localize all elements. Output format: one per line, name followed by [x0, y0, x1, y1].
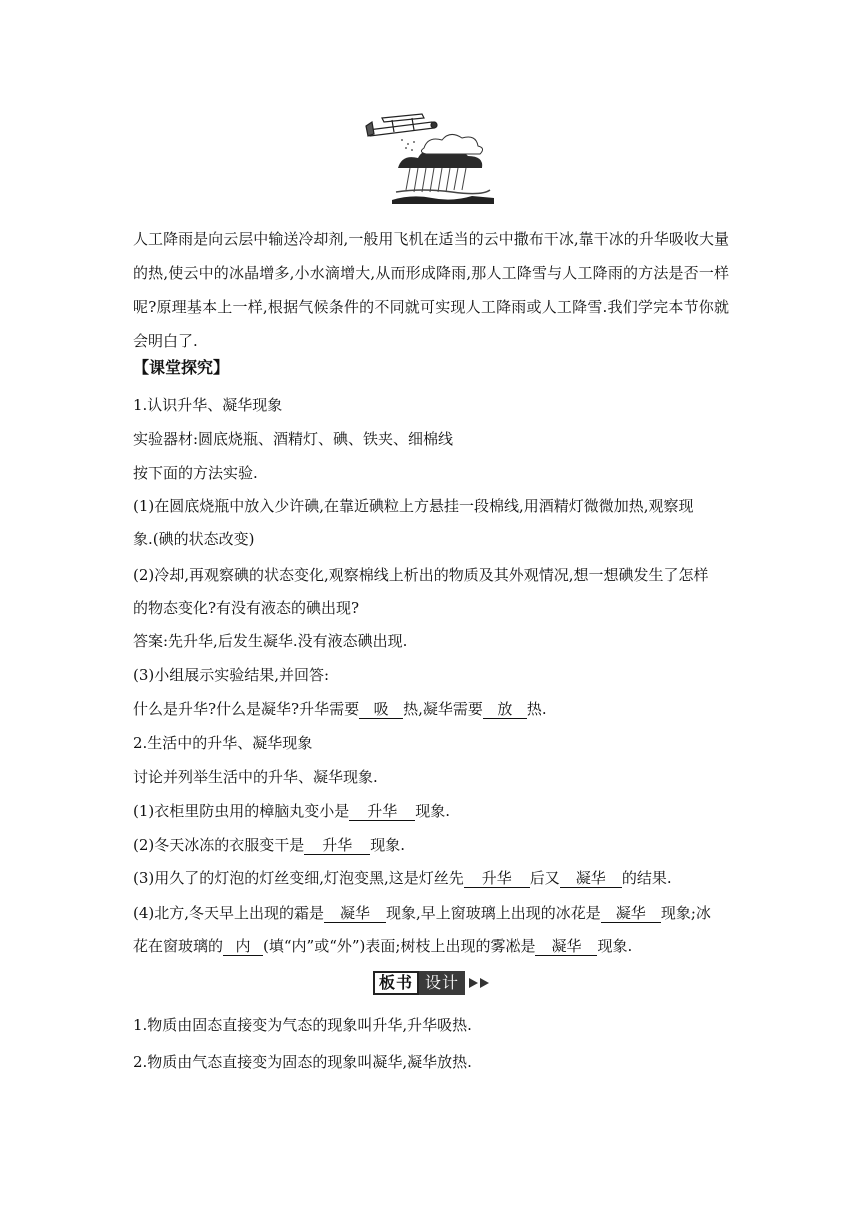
s2-item4-line1 — [133, 903, 733, 923]
s2-intro: 讨论并列举生活中的升华、凝华现象. — [133, 768, 378, 786]
answer-blank: 凝华 — [324, 905, 386, 923]
s2-item4-text-b: 现象,早上窗玻璃上出现的冰花是 — [386, 904, 601, 922]
airplane-cloud-illustration — [362, 112, 498, 206]
sheji-label: 设计 — [419, 971, 465, 995]
banshu-sheji-header — [373, 971, 491, 995]
s2-item3-text-a: (3)用久了的灯泡的灯丝变细,灯泡变黑,这是灯丝先 — [133, 869, 464, 887]
s1-question — [133, 699, 733, 719]
s2-item2-text-a: (2)冬天冰冻的衣服变干是 — [133, 836, 305, 854]
s1-step1-line1: (1)在圆底烧瓶中放入少许碘,在靠近碘粒上方悬挂一段棉线,用酒精灯微微加热,观察现 — [133, 497, 694, 515]
answer-blank: 升华 — [349, 803, 415, 821]
s2-item4-text-f: 现象. — [597, 937, 633, 955]
s2-item2 — [133, 835, 733, 855]
answer-blank: 凝华 — [601, 905, 661, 923]
s1-method: 按下面的方法实验. — [133, 464, 258, 482]
s1-answer: 答案:先升华,后发生凝华.没有液态碘出现. — [133, 632, 408, 650]
answer-blank: 吸 — [359, 701, 403, 719]
answer-blank: 凝华 — [560, 870, 622, 888]
s2-item4-line2 — [133, 936, 733, 956]
s1-question-text-a: 什么是升华?什么是凝华?升华需要 — [133, 700, 360, 718]
s2-item3-text-c: 的结果. — [621, 869, 672, 887]
answer-blank: 升华 — [464, 870, 530, 888]
answer-blank: 升华 — [304, 837, 370, 855]
s2-item3-text-b: 后又 — [529, 869, 560, 887]
banshu-label: 板书 — [373, 971, 419, 995]
s1-step2-line2: 的物态变化?有没有液态的碘出现? — [133, 599, 360, 617]
s2-item4-text-e: (填“内”或“外”)表面;树枝上出现的雾凇是 — [263, 937, 536, 955]
s1-step3: (3)小组展示实验结果,并回答: — [133, 666, 330, 684]
s1-step2-line1: (2)冷却,再观察碘的状态变化,观察棉线上析出的物质及其外观情况,想一想碘发生了怎样 — [133, 566, 709, 584]
summary-line2: 2.物质由气态直接变为固态的现象叫凝华,凝华放热. — [133, 1053, 472, 1071]
s1-step1-line2: 象.(碘的状态改变) — [133, 530, 255, 548]
s2-item2-text-b: 现象. — [370, 836, 406, 854]
s2-item4-text-d: 花在窗玻璃的 — [133, 937, 224, 955]
summary-line1: 1.物质由固态直接变为气态的现象叫升华,升华吸热. — [133, 1016, 472, 1034]
double-arrow-icon — [469, 977, 491, 989]
s2-item1 — [133, 801, 733, 821]
s1-question-text-b: 热,凝华需要 — [403, 700, 483, 718]
s2-item1-text-a: (1)衣柜里防虫用的樟脑丸变小是 — [133, 802, 350, 820]
s2-title: 2.生活中的升华、凝华现象 — [133, 734, 313, 752]
s2-item4-text-c: 现象;冰 — [660, 904, 711, 922]
answer-blank: 内 — [223, 938, 263, 956]
s1-title: 1.认识升华、凝华现象 — [133, 396, 283, 414]
s1-materials: 实验器材:圆底烧瓶、酒精灯、碘、铁夹、细棉线 — [133, 430, 454, 448]
s2-item3 — [133, 868, 733, 888]
answer-blank: 凝华 — [535, 938, 597, 956]
section-title-classroom: 【课堂探究】 — [133, 358, 230, 377]
s2-item4-text-a: (4)北方,冬天早上出现的霜是 — [133, 904, 325, 922]
answer-blank: 放 — [483, 701, 527, 719]
s2-item1-text-b: 现象. — [415, 802, 451, 820]
intro-paragraph: 人工降雨是向云层中输送冷却剂,一般用飞机在适当的云中撒布干冰,靠干冰的升华吸收大量的热,使云中的冰晶增多,小水滴增大,从而形成降雨,那人工降雪与人工降雨的方法是否一样呢?原理基本上一样,根据气候条件的不同就可实现人工降雨或人工降雪.我们学完本节你就会明白了. — [133, 230, 729, 350]
s1-question-text-c: 热. — [526, 700, 547, 718]
